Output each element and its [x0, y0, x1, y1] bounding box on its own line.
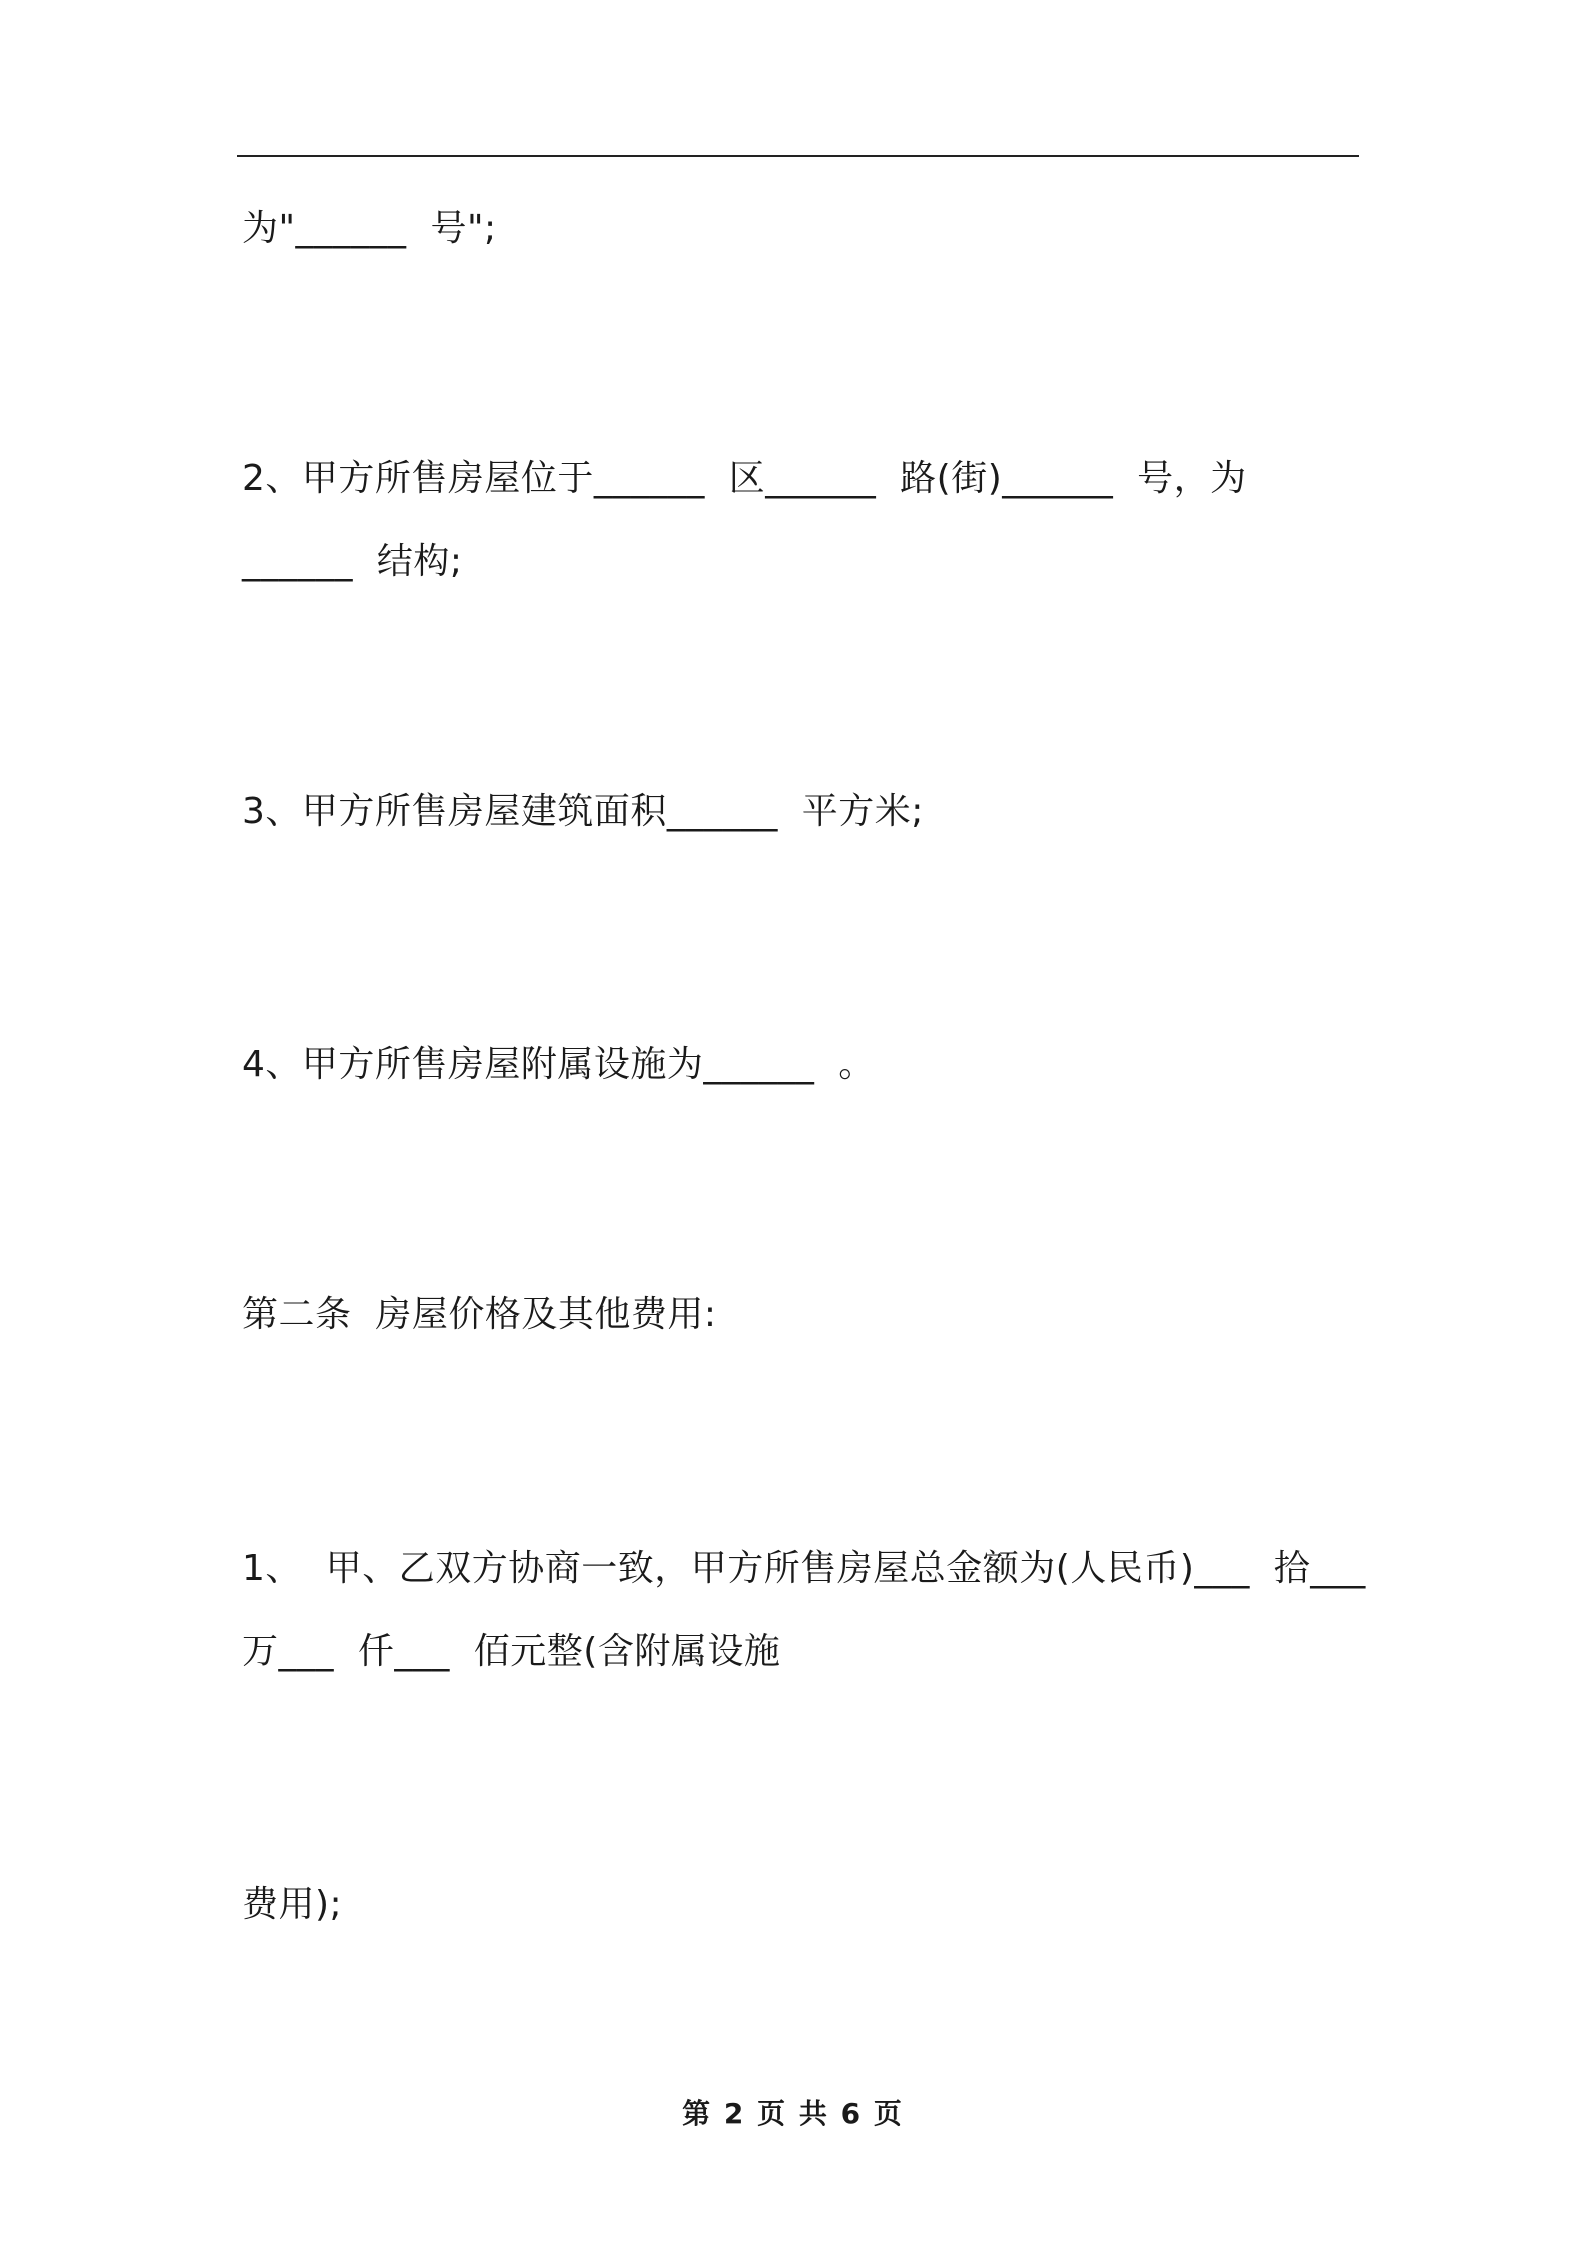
section-heading: 第二条 房屋价格及其他费用:: [242, 1294, 717, 1335]
text-line-8: 费用);: [242, 1884, 343, 1925]
text-line-1: 为"______ 号";: [242, 208, 497, 249]
text-line-6: 1、 甲、乙双方协商一致，甲方所售房屋总金额为(人民币)___ 拾___: [242, 1548, 1366, 1589]
text-line-3: ______ 结构;: [242, 541, 463, 582]
text-line-5: 4、甲方所售房屋附属设施为______ 。: [242, 1044, 875, 1085]
page-number: 第 2 页 共 6 页: [682, 2097, 904, 2130]
text-line-4: 3、甲方所售房屋建筑面积______ 平方米;: [242, 791, 924, 832]
header-rule: [237, 155, 1359, 157]
text-line-7: 万___ 仟___ 佰元整(含附属设施: [242, 1631, 781, 1672]
text-line-2: 2、甲方所售房屋位于______ 区______ 路(街)______ 号，为: [242, 458, 1247, 499]
